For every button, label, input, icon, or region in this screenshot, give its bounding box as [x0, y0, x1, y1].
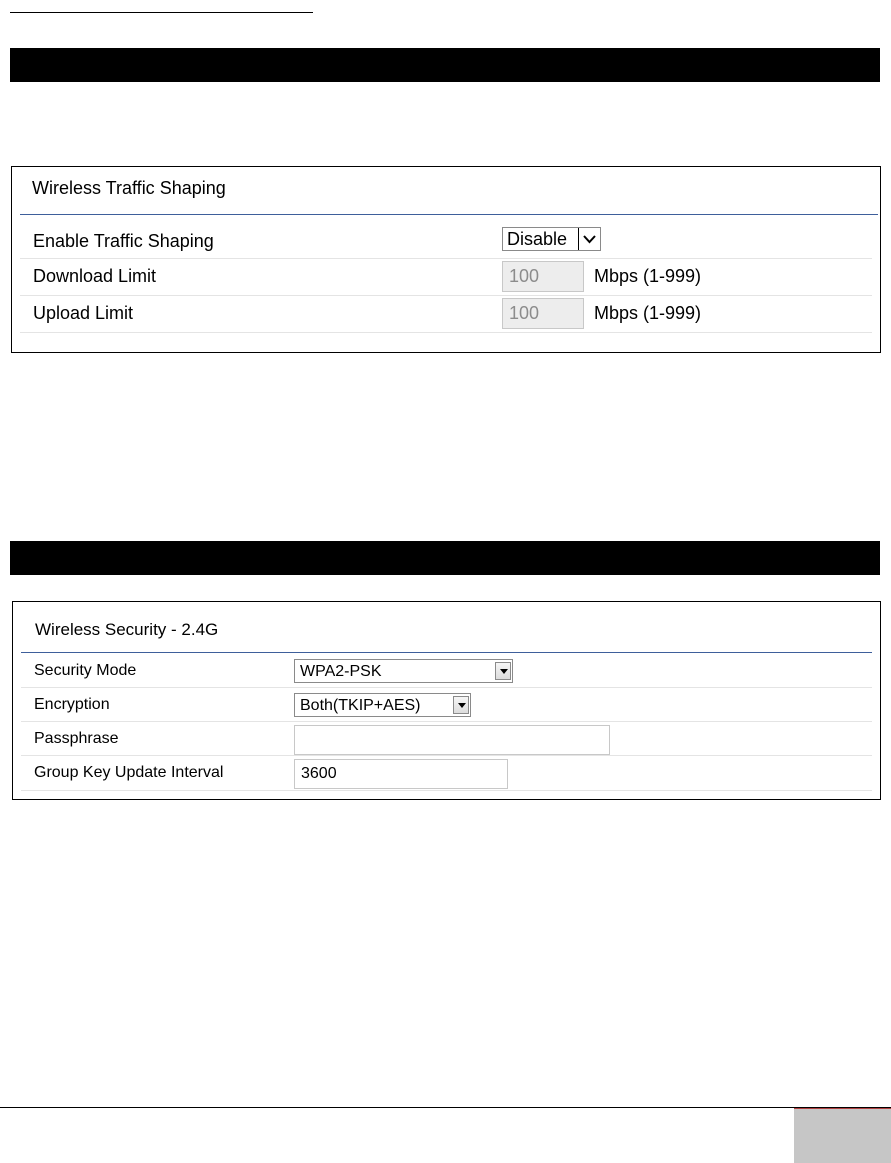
footer-divider: [0, 1107, 891, 1108]
encryption-select[interactable]: [294, 693, 471, 717]
panel-title: Wireless Security - 2.4G: [35, 620, 219, 639]
wireless-traffic-shaping-panel: [11, 166, 881, 353]
section-header-bar: [10, 541, 880, 575]
enable-traffic-shaping-select[interactable]: [502, 227, 601, 251]
triangle-down-icon[interactable]: [495, 662, 511, 680]
select-value: Disable: [507, 229, 568, 249]
page-number-box: [794, 1108, 891, 1163]
download-limit-row: [20, 259, 872, 296]
security-mode-label: Security Mode: [34, 662, 137, 679]
upload-limit-row: [20, 296, 872, 333]
title-divider: [21, 652, 872, 653]
encryption-label: Encryption: [34, 696, 110, 713]
download-limit-input[interactable]: 100: [502, 261, 584, 292]
select-value: Both(TKIP+AES): [300, 697, 421, 714]
upload-limit-input[interactable]: 100: [502, 298, 584, 329]
passphrase-label: Passphrase: [34, 730, 119, 747]
group-key-update-interval-input[interactable]: 3600: [294, 759, 508, 789]
security-mode-row: [21, 654, 872, 688]
upload-limit-unit: Mbps (1-999): [594, 303, 702, 323]
chevron-down-icon[interactable]: [578, 228, 600, 250]
section-header-bar: [10, 48, 880, 82]
select-value: WPA2-PSK: [300, 663, 382, 680]
group-key-update-interval-row: [21, 756, 872, 791]
security-mode-select[interactable]: [294, 659, 513, 683]
enable-traffic-shaping-label: Enable Traffic Shaping: [33, 231, 214, 251]
passphrase-input[interactable]: [294, 725, 610, 755]
triangle-down-icon[interactable]: [453, 696, 469, 714]
passphrase-row: [21, 722, 872, 756]
wireless-security-panel: [12, 601, 881, 800]
download-limit-label: Download Limit: [33, 266, 157, 286]
enable-traffic-shaping-row: [20, 222, 872, 259]
download-limit-unit: Mbps (1-999): [594, 266, 702, 286]
encryption-row: [21, 688, 872, 722]
group-key-update-interval-label: Group Key Update Interval: [34, 764, 224, 781]
top-underline: [10, 12, 313, 13]
panel-title: Wireless Traffic Shaping: [32, 178, 226, 198]
title-divider: [20, 214, 878, 215]
upload-limit-label: Upload Limit: [33, 303, 134, 323]
